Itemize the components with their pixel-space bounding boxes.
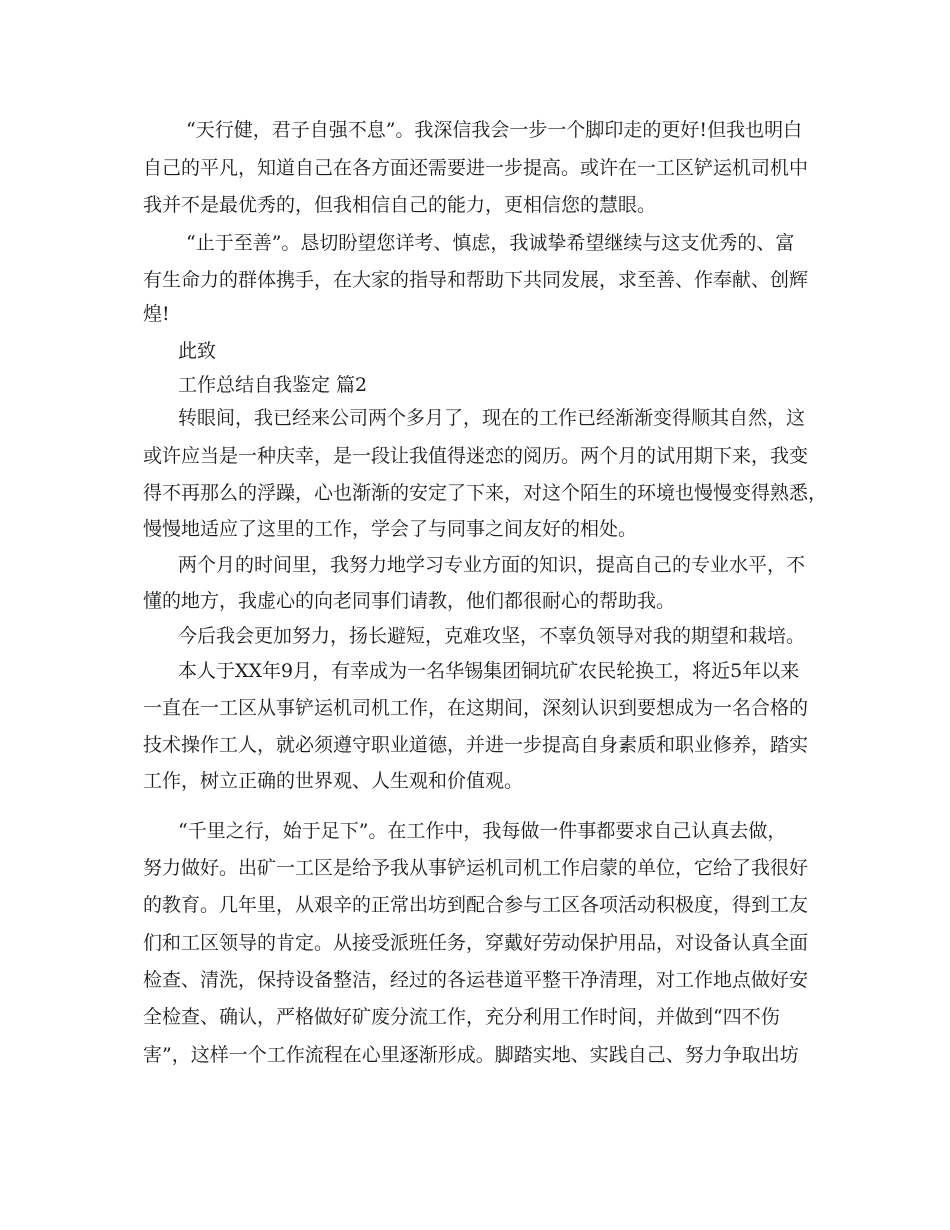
closing-salutation: 此致 bbox=[178, 340, 217, 362]
text-line: “止于至善”。恳切盼望您详考、慎虑，我诚挚希望继续与这支优秀的、富 bbox=[186, 232, 795, 254]
text-line: 技术操作工人，就必须遵守职业道德，并进一步提高自身素质和职业修养，踏实 bbox=[143, 734, 809, 756]
text-line: 懂的地方，我虚心的向老同事们请教，他们都很耐心的帮助我。 bbox=[143, 590, 676, 612]
text-line: 有生命力的群体携手，在大家的指导和帮助下共同发展，求至善、作奉献、创辉 bbox=[143, 269, 809, 291]
text-line: 转眼间，我已经来公司两个多月了，现在的工作已经渐渐变得顺其自然，这 bbox=[178, 407, 806, 429]
text-line: 得不再那么的浮躁，心也渐渐的安定了下来，对这个陌生的环境也慢慢变得熟悉， bbox=[143, 482, 828, 504]
text-line: 自己的平凡，知道自己在各方面还需要进一步提高。或许在一工区铲运机司机中 bbox=[143, 157, 809, 179]
text-line: 本人于XX年9月，有幸成为一名华锡集团铜坑矿农民轮换工，将近5年以来 bbox=[178, 660, 800, 682]
text-line: 全检查、确认，严格做好矿废分流工作，充分利用工作时间，并做到“四不伤 bbox=[143, 1006, 780, 1028]
text-line: 检查、清洗，保持设备整洁，经过的各运巷道平整干净清理，对工作地点做好安 bbox=[143, 969, 809, 991]
text-line: 一直在一工区从事铲运机司机工作，在这期间，深刻认识到要想成为一名合格的 bbox=[143, 697, 809, 719]
section-heading: 工作总结自我鉴定 篇2 bbox=[178, 374, 368, 396]
text-line: 们和工区领导的肯定。从接受派班任务，穿戴好劳动保护用品，对设备认真全面 bbox=[143, 932, 809, 954]
text-line: 两个月的时间里，我努力地学习专业方面的知识，提高自己的专业水平，不 bbox=[178, 554, 806, 576]
text-line: “千里之行，始于足下”。在工作中，我每做一件事都要求自己认真去做， bbox=[178, 820, 787, 842]
text-line: 工作，树立正确的世界观、人生观和价值观。 bbox=[143, 770, 524, 792]
text-line: 努力做好。出矿一工区是给予我从事铲运机司机工作启蒙的单位，它给了我很好 bbox=[143, 857, 809, 879]
text-line: 我并不是最优秀的，但我相信自己的能力，更相信您的慧眼。 bbox=[143, 194, 657, 216]
text-line: 今后我会更加努力，扬长避短，克难攻坚，不辜负领导对我的期望和栽培。 bbox=[178, 625, 806, 647]
text-line: 煌! bbox=[143, 303, 170, 325]
text-line: 害”，这样一个工作流程在心里逐渐形成。脚踏实地、实践自己、努力争取出坊 bbox=[143, 1044, 799, 1066]
text-line: 的教育。几年里，从艰辛的正常出坊到配合参与工区各项活动积极度，得到工友 bbox=[143, 894, 809, 916]
text-line: 慢慢地适应了这里的工作，学会了与同事之间友好的相处。 bbox=[143, 518, 638, 540]
text-line: 或许应当是一种庆幸，是一段让我值得迷恋的阅历。两个月的试用期下来，我变 bbox=[143, 445, 809, 467]
text-line: “天行健，君子自强不息”。我深信我会一步一个脚印走的更好!但我也明白 bbox=[186, 119, 803, 141]
